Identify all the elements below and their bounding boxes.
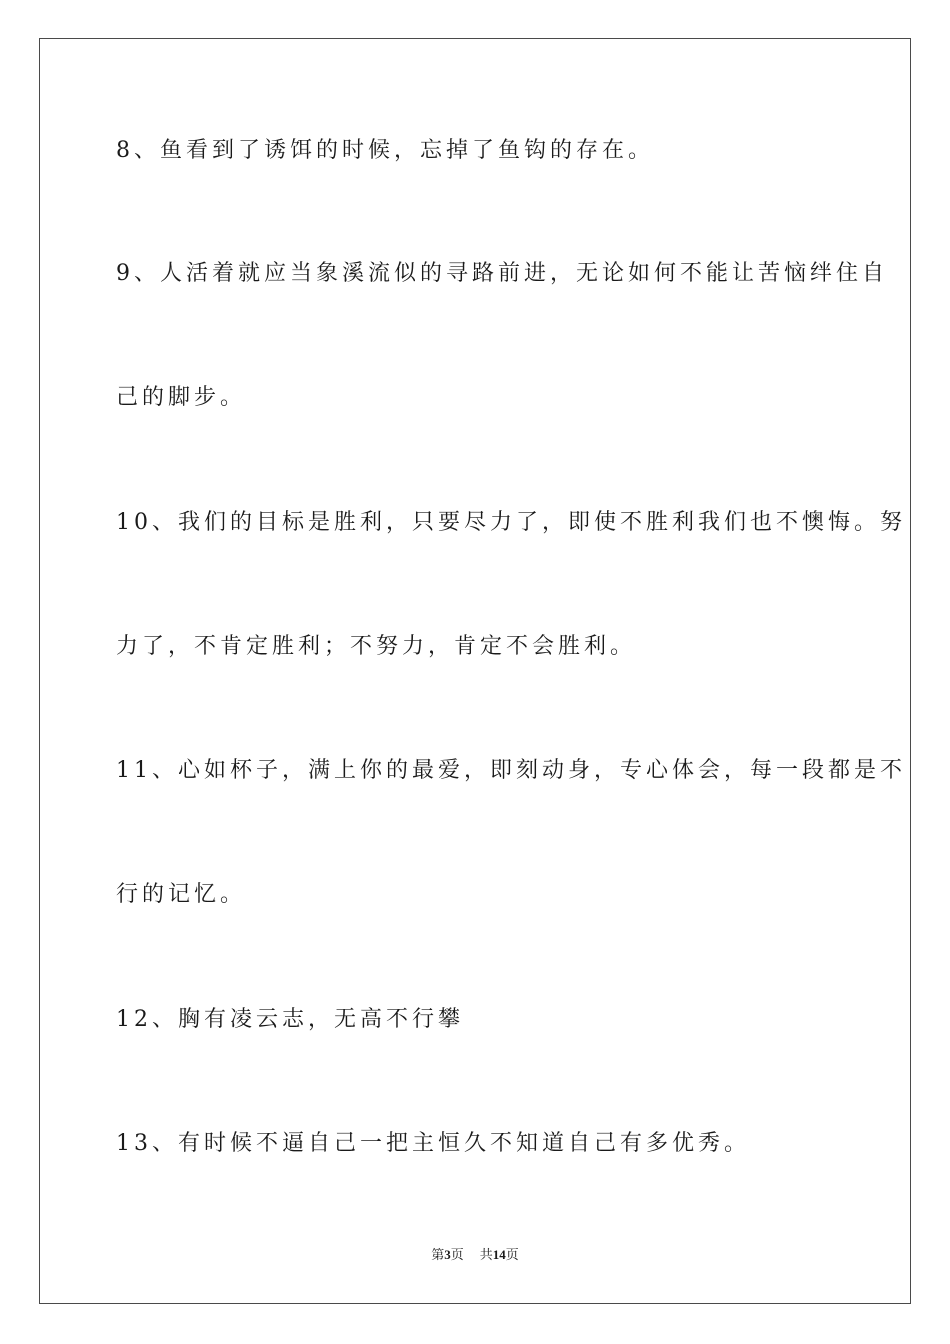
text-line: 行的记忆。 <box>116 882 247 907</box>
text-line: 13、有时候不逼自己一把主恒久不知道自己有多优秀。 <box>116 1131 750 1156</box>
text-line: 10、我们的目标是胜利，只要尽力了，即使不胜利我们也不懊悔。努 <box>116 510 906 535</box>
text-line: 11、心如杯子，满上你的最爱，即刻动身，专心体会，每一段都是不 <box>116 758 906 783</box>
text-line: 9、人活着就应当象溪流似的寻路前进，无论如何不能让苦恼绊住自 <box>116 261 888 286</box>
page-suffix: 页 <box>450 1248 464 1263</box>
total-suffix: 页 <box>505 1248 519 1263</box>
total-pages: 14 <box>492 1247 506 1262</box>
page-number: 3 <box>444 1247 451 1262</box>
text-line: 己的脚步。 <box>116 385 247 410</box>
page-prefix: 第 <box>431 1248 445 1263</box>
page-footer <box>0 1246 950 1265</box>
text-line: 力了，不肯定胜利；不努力，肯定不会胜利。 <box>116 634 637 659</box>
text-line: 12、胸有凌云志，无高不行攀 <box>116 1007 464 1032</box>
page-border <box>39 38 911 1304</box>
text-line: 8、鱼看到了诱饵的时候，忘掉了鱼钩的存在。 <box>116 138 654 163</box>
total-prefix: 共 <box>479 1248 493 1263</box>
